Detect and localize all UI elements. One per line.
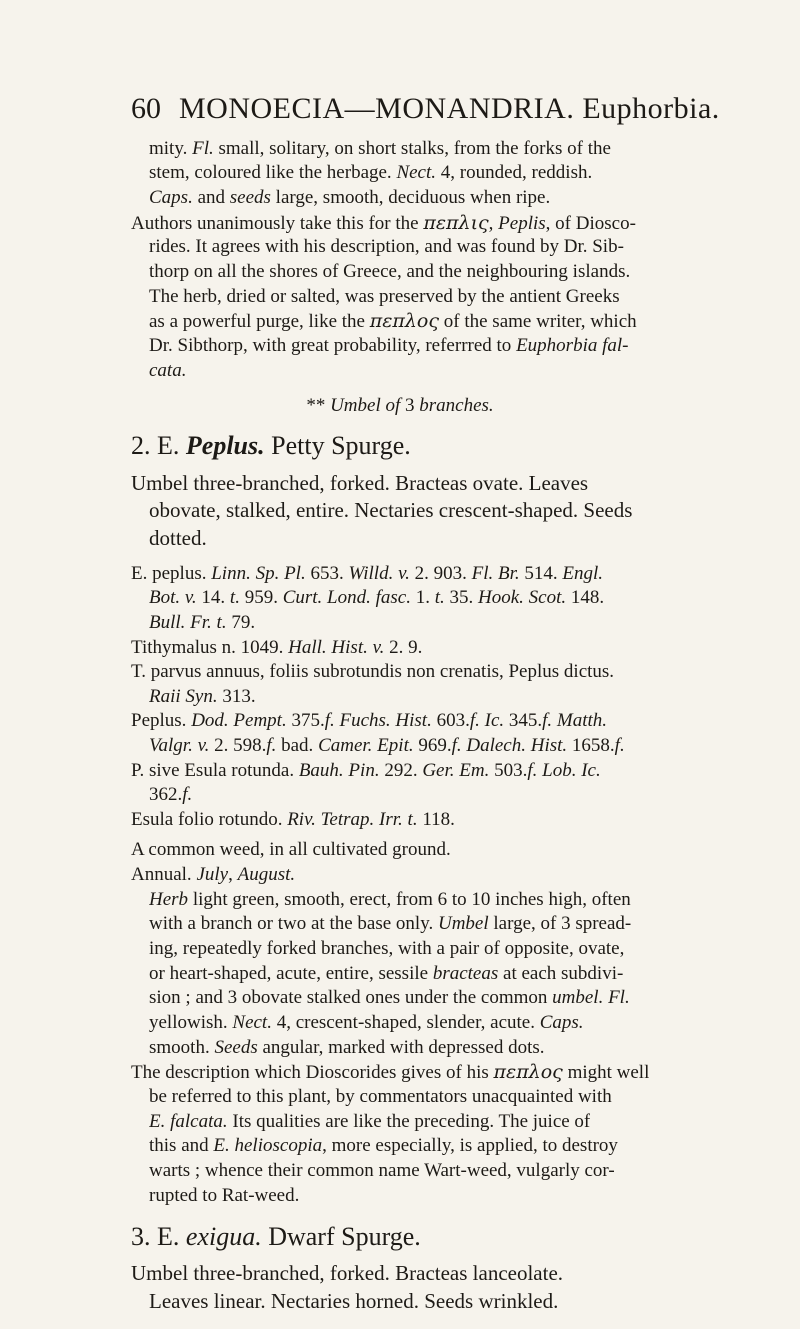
text-run: 14. (196, 587, 230, 608)
text-run: Peplus. (131, 710, 192, 731)
text-line (131, 1258, 563, 1289)
text-run: 2. 598. (209, 735, 267, 756)
text-run: sion ; and 3 obovate stalked ones under the common (149, 987, 553, 1008)
text-run: Camer. Epit. (318, 735, 414, 756)
text-run: of the same writer, which (439, 311, 637, 332)
text-run: Curt. Lond. fasc. (282, 587, 411, 608)
text-run: 4, rounded, reddish. (436, 162, 593, 183)
text-run: 4, crescent-shaped, slender, acute. (271, 1012, 540, 1033)
text-run: Nect. (396, 162, 437, 183)
text-line (149, 1157, 615, 1185)
text-run: 362. (149, 784, 183, 805)
text-run: with a branch or two at the base only. (149, 913, 438, 934)
text-run: cata. (149, 360, 187, 381)
text-run: Fl. Br. (471, 563, 520, 584)
text-line (149, 1083, 612, 1111)
text-run: Its qualities are like the preceding. The juice of (227, 1111, 591, 1132)
text-run: , (228, 864, 238, 885)
text-run: Petty Spurge. (264, 431, 411, 460)
text-run: f. (527, 760, 538, 781)
text-run: 148. (566, 587, 605, 608)
text-run: be referred to this plant, by commentators unacquainted with (149, 1086, 612, 1107)
text-line (149, 781, 192, 809)
text-line (149, 1182, 299, 1210)
text-run: warts ; whence their common name Wart-weed, vulgarly cor- (149, 1160, 615, 1181)
text-run: 3. E. (131, 1222, 186, 1251)
text-run: dotted. (149, 526, 207, 550)
text-run: Lob. Ic. (542, 760, 601, 781)
text-run: f. (182, 784, 193, 805)
text-run: Umbel (437, 913, 489, 934)
text-run: f. (542, 710, 553, 731)
text-run: light green, smooth, erect, from 6 to 10 inches high, often (188, 889, 631, 910)
text-line (131, 1221, 421, 1252)
text-run: August. (237, 864, 296, 885)
text-line (0, 392, 800, 420)
text-run: Fl. (192, 138, 214, 159)
text-run: branches. (419, 395, 494, 416)
text-run: large, of 3 spread- (488, 913, 632, 934)
text-line (149, 984, 630, 1012)
page-number: 60 (131, 92, 161, 125)
text-run: πεπλος (493, 1061, 563, 1083)
text-run: smooth. (149, 1037, 215, 1058)
text-run: f. (451, 735, 462, 756)
text-line (149, 1286, 558, 1317)
text-line (149, 332, 628, 360)
text-run: 292. (379, 760, 423, 781)
text-run: 1658. (567, 735, 615, 756)
text-run: The herb, dried or salted, was preserved by the antient Greeks (149, 286, 620, 307)
text-line (149, 1009, 584, 1037)
text-run: Linn. Sp. Pl. (211, 563, 306, 584)
text-run: Esula folio rotundo. (131, 809, 288, 830)
text-run: Caps. (149, 187, 193, 208)
text-run: Matth. (556, 710, 608, 731)
text-run: yellowish. (149, 1012, 233, 1033)
text-run: Ger. Em. (422, 760, 490, 781)
text-run: Raii Syn. (149, 686, 218, 707)
text-line (149, 910, 631, 938)
text-run: exigua. (185, 1222, 262, 1251)
text-run: f. (266, 735, 277, 756)
text-run: t. (434, 587, 445, 608)
text-line (131, 861, 295, 889)
text-run: 2. 9. (384, 637, 423, 658)
text-line (149, 184, 550, 212)
text-run: might well (562, 1062, 650, 1083)
text-run: Tithymalus n. 1049. (131, 637, 289, 658)
text-line (131, 757, 601, 785)
text-line (149, 584, 604, 612)
text-run: Valgr. v. (149, 735, 210, 756)
text-run: ** (306, 395, 331, 416)
text-run: Herb (149, 889, 189, 910)
text-run: bracteas (432, 963, 499, 984)
text-run: or heart-shaped, acute, entire, sessile (149, 963, 433, 984)
text-run: Peplis (498, 213, 546, 234)
text-run: 959. (239, 587, 283, 608)
text-run: Fuchs. Hist. (339, 710, 432, 731)
text-run: 2. 903. (409, 563, 472, 584)
text-run: mity. (149, 138, 193, 159)
text-run: Umbel three-branched, forked. Bracteas lanceolate. (131, 1261, 564, 1285)
text-run: A common weed, in all cultivated ground. (131, 839, 451, 860)
text-line (149, 495, 632, 526)
text-run: obovate, stalked, entire. Nectaries crescent-shaped. Seeds (149, 498, 633, 522)
text-run: E. helioscopia (213, 1135, 323, 1156)
text-run: Bot. v. (149, 587, 197, 608)
text-line (149, 233, 624, 261)
text-run: 514. (519, 563, 563, 584)
text-run: angular, marked with depressed dots. (257, 1037, 545, 1058)
text-run: rides. It agrees with his description, and was found by Dr. Sib- (149, 236, 624, 257)
running-title: MONOECIA—MONANDRIA. Euphorbia. (179, 92, 720, 125)
text-run: Hook. Scot. (478, 587, 567, 608)
text-run: 653. (305, 563, 349, 584)
text-run: this and (149, 1135, 214, 1156)
text-run: 2. E. (131, 431, 186, 460)
text-run: Hall. Hist. v. (288, 637, 385, 658)
text-run: Leaves linear. Nectaries horned. Seeds wrinkled. (149, 1289, 559, 1313)
text-run: , more especially, is applied, to destroy (322, 1135, 618, 1156)
text-run: Nect. (232, 1012, 272, 1033)
text-run: Dod. Pempt. (191, 710, 287, 731)
text-run: E. falcata. (149, 1111, 228, 1132)
text-run: Seeds (214, 1037, 258, 1058)
text-line (149, 935, 624, 963)
text-line (131, 658, 614, 686)
text-run: July (196, 864, 229, 885)
text-run: rupted to Rat-weed. (149, 1185, 300, 1206)
text-run: Caps. (539, 1012, 584, 1033)
text-line (131, 836, 451, 864)
text-run: Umbel of (330, 395, 401, 416)
text-run: Fl. (608, 987, 630, 1008)
text-run: t. (229, 587, 240, 608)
text-run: at each subdivi- (498, 963, 624, 984)
text-run: f. (324, 710, 335, 731)
text-line (149, 732, 625, 760)
text-run: f. (469, 710, 480, 731)
text-run: Dr. Sibthorp, with great probability, referrred to (149, 335, 517, 356)
text-run: 118. (417, 809, 455, 830)
text-run: 375. (286, 710, 325, 731)
text-line (149, 357, 186, 385)
running-header (131, 92, 720, 132)
text-run: 503. (489, 760, 528, 781)
text-run: Euphorbia fal- (516, 335, 629, 356)
text-run: , of Diosco- (545, 213, 636, 234)
text-run: Bauh. Pin. (298, 760, 380, 781)
text-run: πεπλις (423, 212, 489, 234)
text-line (149, 258, 630, 286)
text-line (149, 609, 255, 637)
text-run: 79. (226, 612, 256, 633)
text-run: small, solitary, on short stalks, from the forks of the (213, 138, 611, 159)
text-run: umbel. (552, 987, 604, 1008)
text-run: Umbel three-branched, forked. Bracteas ovate. Leaves (131, 471, 589, 495)
text-line (131, 806, 455, 834)
text-run: Peplus. (185, 431, 265, 460)
text-line (131, 707, 607, 735)
text-run: Authors unanimously take this for the (131, 213, 424, 234)
text-run: Annual. (131, 864, 197, 885)
text-run: ing, repeatedly forked branches, with a pair of opposite, ovate, (149, 938, 625, 959)
text-run: Dwarf Spurge. (261, 1222, 421, 1251)
text-run: Bull. Fr. t. (149, 612, 227, 633)
text-run: thorp on all the shores of Greece, and the neighbouring islands. (149, 261, 631, 282)
text-run: seeds (229, 187, 271, 208)
text-run: P. sive Esula rotunda. (131, 760, 299, 781)
text-run: 35. (444, 587, 479, 608)
text-run: as a powerful purge, like the (149, 311, 370, 332)
text-run: bad. (276, 735, 319, 756)
text-run: f. (614, 735, 625, 756)
text-run: The description which Dioscorides gives of his (131, 1062, 494, 1083)
text-line (149, 1132, 618, 1160)
text-run: Willd. v. (348, 563, 410, 584)
text-run: Dalech. Hist. (466, 735, 568, 756)
text-run: T. parvus annuus, foliis subrotundis non crenatis, Peplus dictus. (131, 661, 615, 682)
text-run: 969. (413, 735, 452, 756)
text-line (149, 523, 207, 554)
text-run: large, smooth, deciduous when ripe. (270, 187, 551, 208)
text-run: , (488, 213, 499, 234)
text-run: Engl. (562, 563, 604, 584)
text-run: Riv. Tetrap. Irr. t. (287, 809, 418, 830)
text-run: 1. (410, 587, 435, 608)
text-line (149, 159, 592, 187)
text-run: 345. (504, 710, 543, 731)
text-run: πεπλος (369, 310, 440, 332)
text-run: 313. (217, 686, 256, 707)
text-run: Ic. (484, 710, 505, 731)
text-line (131, 430, 411, 461)
text-run: E. peplus. (131, 563, 212, 584)
text-run: stem, coloured like the herbage. (149, 162, 397, 183)
text-run: and (192, 187, 230, 208)
text-run: 603. (431, 710, 470, 731)
text-run: 3 (400, 395, 420, 416)
